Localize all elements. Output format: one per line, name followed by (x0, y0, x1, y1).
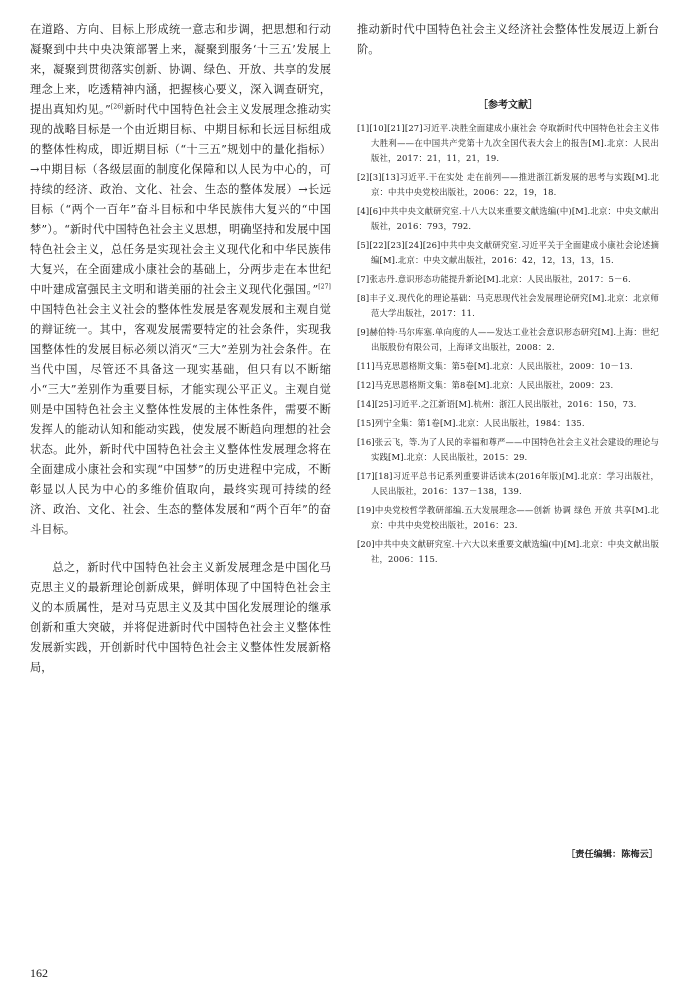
reference-item: [20]中共中央文献研究室.十六大以来重要文献选编(中)[M].北京：中央文献出版社，2006：115. (357, 539, 659, 564)
reference-item: [4][6]中共中央文献研究室.十八大以来重要文献选编(中)[M].北京：中央文献出版社，2016：793，792. (357, 206, 659, 231)
reference-item: [15]列宁全集：第1卷[M].北京：人民出版社，1984：135. (357, 418, 585, 428)
reference-item: [5][22][23][24][26]中共中央文献研究室.习近平关于全面建成小康社会论述摘编[M].北京：中央文献出版社，2016：42，12，13，13，15. (357, 240, 659, 265)
responsible-editor: ［责任编辑：陈梅云］ (566, 849, 658, 860)
paragraph-text: 在道路、方向、目标上形成统一意志和步调，把思想和行动凝聚到中共中央决策部署上来，凝聚到服务‘十三五’发展上来，凝聚到贯彻落实创新、协调、绿色、开放、共享的发展理念上来，吃透精神内涵，把握核心要义，深入调查研究，提出真知灼见。” (30, 23, 331, 116)
citation-marker: [27] (318, 283, 331, 291)
reference-item: [11]马克思恩格斯文集：第5卷[M].北京：人民出版社，2009：10－13. (357, 361, 633, 371)
reference-item: [16]张云飞，等.为了人民的幸福和尊严——中国特色社会主义社会建设的理论与实践[M].北京：人民出版社，2015：29. (357, 437, 659, 462)
reference-item: [9]赫伯特·马尔库塞.单向度的人——发达工业社会意识形态研究[M].上海：世纪出版股份有限公司，上海译文出版社，2008：2. (357, 327, 659, 352)
body-paragraph-continued: 推动新时代中国特色社会主义经济社会整体性发展迈上新台阶。 (357, 23, 659, 56)
reference-item: [2][3][13]习近平.干在实处 走在前列——推进浙江新发展的思考与实践[M].北京：中共中央党校出版社，2006：22，19，18. (357, 172, 659, 197)
reference-item: [8]丰子义.现代化的理论基础：马克思现代社会发展理论研究[M].北京：北京师范大学出版社，2017：11. (357, 293, 659, 318)
body-paragraph-1 (30, 20, 331, 540)
page-number: 162 (30, 966, 48, 980)
reference-item: [7]张志丹.意识形态功能提升新论[M].北京：人民出版社，2017：5－6. (357, 274, 631, 284)
paragraph-text: 中国特色社会主义社会的整体性发展是客观发展和主观自觉的辩证统一。其中，客观发展需要特定的社会条件，实现我国整体性的发展目标必须以消灭“三大”差别为社会条件。在当代中国，尽管还不具备这一现实基础，但只有以不断缩小“三大”差别作为重要目标，才能实现公平正义。主观自觉则是中国特色社会主义整体性发展的主体性条件，需要不断发挥人的能动认知和能动实践，使发展不断趋向理想的社会状态。此外，新时代中国特色社会主义整体性发展理念将在全面建成小康社会和实现“中国梦”的历史进程中完成，不断彰显以人民为中心的多维价值取向，最终实现可持续的经济、政治、文化、社会、生态的整体发展和“两个百年”的奋斗目标。 (30, 303, 331, 536)
right-column (357, 20, 659, 571)
reference-item: [19]中央党校哲学教研部编.五大发展理念——创新 协调 绿色 开放 共享[M].北京：中共中央党校出版社，2016：23. (357, 505, 659, 530)
reference-item: [12]马克思恩格斯文集：第8卷[M].北京：人民出版社，2009：23. (357, 380, 614, 390)
references-heading: ［参考文献］ (478, 100, 538, 111)
reference-item: [17][18]习近平总书记系列重要讲话读本(2016年版)[M].北京：学习出版社，人民出版社，2016：137－138，139. (357, 471, 659, 496)
body-paragraph-2: 总之，新时代中国特色社会主义新发展理念是中国化马克思主义的最新理论创新成果，鲜明体现了中国特色社会主义的本质属性，是对马克思主义及其中国化发展理论的继承创新和重大突破，并将促进新时代中国特色社会主义整体性发展新实践，开创新时代中国特色社会主义整体性发展新格局， (30, 561, 331, 674)
references-list (357, 121, 659, 567)
reference-item: [1][10][21][27]习近平.决胜全面建成小康社会 夺取新时代中国特色社会主义伟大胜利——在中国共产党第十九次全国代表大会上的报告[M].北京：人民出版社，2017：21，11，21，19. (357, 123, 659, 163)
reference-item: [14][25]习近平.之江新语[M].杭州：浙江人民出版社，2016：150，73. (357, 399, 637, 409)
paragraph-spacer (30, 540, 331, 558)
left-column (30, 20, 331, 678)
paragraph-text: 新时代中国特色社会主义发展理念推动实现的战略目标是一个由近期目标、中期目标和长远目标组成的整体性构成，即近期目标（“十三五”规划中的量化指标）→中期目标（各级层面的制度化保障和以人民为中心的，可持续的经济、政治、文化、社会、生态的整体发展）→长远目标（“两个一百年”奋斗目标和中华民族伟大复兴的“中国梦”）。“新时代中国特色社会主义思想，明确坚持和发展中国特色社会主义，总任务是实现社会主义现代化和中华民族伟大复兴，在全面建成小康社会的基础上，分两步走在本世纪中叶建成富强民主文明和谐美丽的社会主义现代化强国。” (30, 103, 331, 296)
citation-marker: [26] (110, 103, 124, 111)
